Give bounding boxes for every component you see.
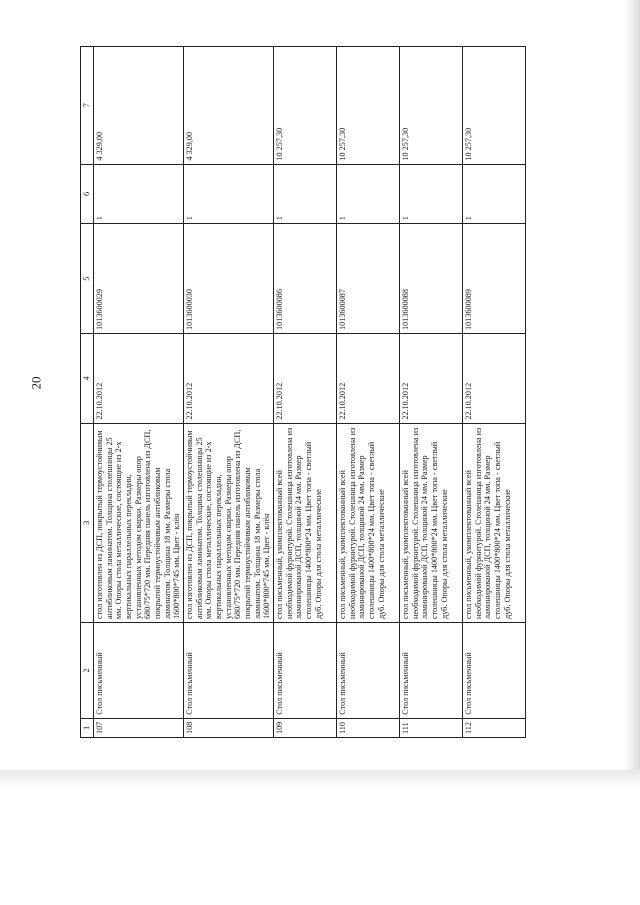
scan-bottom-shadow	[0, 770, 640, 905]
item-name: Стол письменный	[463, 622, 526, 718]
acquisition-date: 22.10.2012	[93, 333, 183, 423]
header-col-5: 5	[81, 224, 94, 334]
quantity: 1	[463, 164, 526, 224]
header-col-7: 7	[81, 47, 94, 165]
acquisition-date: 22.10.2012	[463, 333, 526, 423]
item-description: стол письменный, укомплектованный всей необходимой фурнитурой. Столешница изготовлена из ламинированой ДСП, толщиной 24 мм. Размер столешницы 1400*800*24 мм. Цвет топа - светлый дуб. Опоры для стола металлические	[400, 423, 463, 622]
table-row	[400, 47, 463, 738]
quantity: 1	[93, 164, 183, 224]
row-number: 112	[463, 718, 526, 737]
amount: 4 329,00	[93, 47, 183, 165]
scan-edge-shadow	[624, 0, 640, 770]
item-name: Стол письменный	[400, 622, 463, 718]
quantity: 1	[183, 164, 273, 224]
amount: 10 257,30	[463, 47, 526, 165]
quantity: 1	[400, 164, 463, 224]
table-header-row	[81, 47, 94, 738]
item-description: стол изготовлен из ДСП, покрытый термоустойчивым антибликовым ламинатом. Толщина столешницы 25 мм. Опоры стола металлические, состоящие из 2-х вертикальных параллельных перекладин, установленных методом сварки. Размеры опор 680/75*720 мм. Передняя панель изготовлена из ДСП, покрытой термоустойчивым антибликовым ламинатом. Толщина 18 мм. Размеры стола 1600*800*745 мм. Цвет - клён	[93, 423, 183, 622]
row-number: 109	[274, 718, 337, 737]
row-number: 111	[400, 718, 463, 737]
header-col-3: 3	[81, 423, 94, 622]
amount: 10 257,30	[400, 47, 463, 165]
inventory-number: 1013600088	[400, 224, 463, 334]
quantity: 1	[274, 164, 337, 224]
acquisition-date: 22.10.2012	[183, 333, 273, 423]
inventory-table-container	[80, 46, 570, 738]
table-row	[274, 47, 337, 738]
item-description: стол письменный, укомплектованный всей необходимой фурнитурой. Столешница изготовлена из ламинированой ДСП, толщиной 24 мм. Размер столешницы 1400*800*24 мм. Цвет топа - светлый дуб. Опоры для стола металлические	[337, 423, 400, 622]
header-col-4: 4	[81, 333, 94, 423]
inventory-number: 1013600086	[274, 224, 337, 334]
table-row	[183, 47, 273, 738]
table-row	[337, 47, 400, 738]
item-description: стол письменный, укомплектованный всей необходимой фурнитурой. Столешница изготовлена из ламинированой ДСП, толщиной 24 мм. Размер столешницы 1400*800*24 мм. Цвет топа - светлый дуб. Опоры для стола металлические	[274, 423, 337, 622]
item-name: Стол письменный	[93, 622, 183, 718]
quantity: 1	[337, 164, 400, 224]
amount: 4 329,00	[183, 47, 273, 165]
row-number: 108	[183, 718, 273, 737]
row-number: 107	[93, 718, 183, 737]
item-name: Стол письменный	[183, 622, 273, 718]
page-number: 20	[28, 376, 44, 390]
table-row	[93, 47, 183, 738]
inventory-number: 1013600087	[337, 224, 400, 334]
inventory-number: 1013600089	[463, 224, 526, 334]
amount: 10 257,30	[274, 47, 337, 165]
item-name: Стол письменный	[274, 622, 337, 718]
table-row	[463, 47, 526, 738]
acquisition-date: 22.10.2012	[400, 333, 463, 423]
inventory-table	[80, 46, 526, 738]
header-col-6: 6	[81, 164, 94, 224]
header-col-2: 2	[81, 622, 94, 718]
inventory-number: 1013600030	[183, 224, 273, 334]
item-name: Стол письменный	[337, 622, 400, 718]
header-col-1: 1	[81, 718, 94, 737]
inventory-number: 1013600029	[93, 224, 183, 334]
amount: 10 257,30	[337, 47, 400, 165]
row-number: 110	[337, 718, 400, 737]
item-description: стол изготовлен из ДСП, покрытый термоустойчивым антибликовым ламинатом. Толщина столешницы 25 мм. Опоры стола металлические, состоящие из 2-х вертикальных параллельных перекладин, установленных методом сварки. Размеры опор 680/75*720 мм. Передняя панель изготовлена из ДСП, покрытой термоустойчивым антибликовым ламинатом. Толщина 18 мм. Размеры стола 1600*800*745 мм. Цвет - клён	[183, 423, 273, 622]
item-description: стол письменный, укомплектованный всей необходимой фурнитурой. Столешница изготовлена из ламинированой ДСП, толщиной 24 мм. Размер столешницы 1400*800*24 мм. Цвет топа - светлый дуб. Опоры для стола металлические	[463, 423, 526, 622]
acquisition-date: 22.10.2012	[274, 333, 337, 423]
acquisition-date: 22.10.2012	[337, 333, 400, 423]
